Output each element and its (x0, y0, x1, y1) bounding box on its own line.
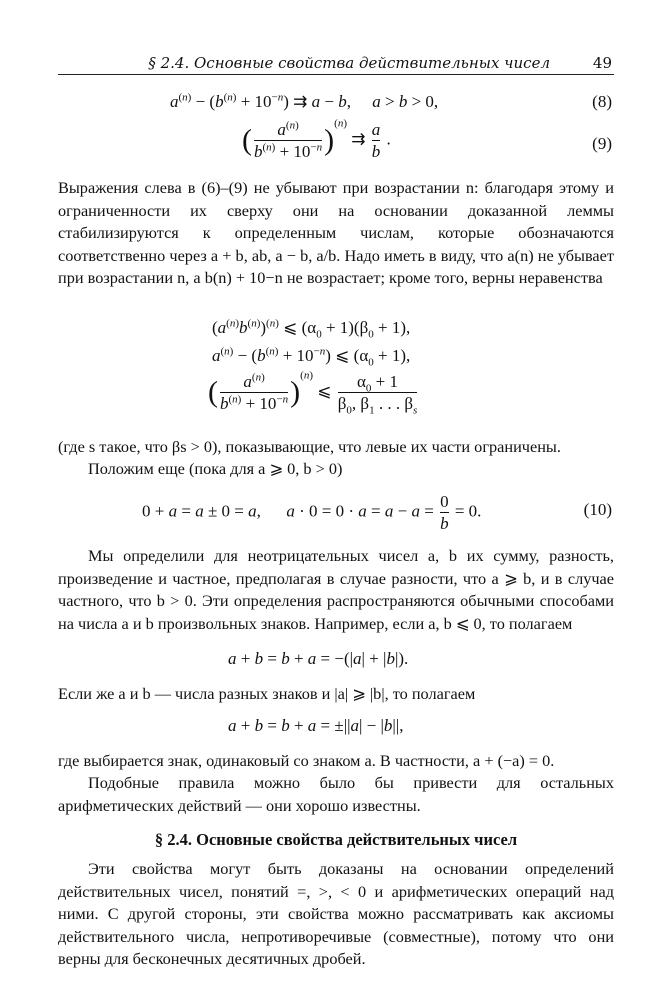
equation-9: ( $\frac{a^{(n)}}{b^{(n)} + 10^{-n}}$ )$^{(n)}$ ⇉ $\frac{a}{b}$ . (9) (242, 117, 612, 161)
inequality-3: ( $\frac{a^{(n)}}{b^{(n)} + 10^{-n}}$ )$^{(n)}$ ⩽ $\frac{\alpha_0 + 1}{\beta_0, \beta_1 . . . \beta_s}$ (208, 369, 418, 416)
equation-9-number: (9) (592, 134, 612, 153)
equation-sum-mixed: a + b = b + a = ±||a| − |b||, (228, 716, 404, 735)
paragraph-7: Подобные правила можно было бы привести для остальных арифметических действий — они хорошо известны. (58, 773, 614, 815)
equation-8-number: (8) (592, 92, 612, 111)
paragraph-6: где выбирается знак, одинаковый со знаком a. В частности, a + (−a) = 0. (58, 751, 555, 770)
equation-10: 0 + a = a ± 0 = a, a · 0 = 0 · a = a − a = $\frac{0}{b}$ = 0. (10) (142, 492, 612, 533)
paragraph-5: Если же a и b — числа разных знаков и |a| ⩾ |b|, то полагаем (58, 684, 476, 703)
page (58, 0, 614, 1000)
paragraph-4: Мы определили для неотрицательных чисел a, b их сумму, разность, произведение и частное, предполагая в случае разности, что a ⩾ b, и в случае частного, что b > 0. Эти определения распространяются обычными способами на числа a и b произвольных знаков. Например, если a, b ⩽ 0, то полагаем (58, 546, 614, 633)
running-header-title: § 2.4. Основные свойства действительных чисел (148, 54, 550, 72)
paragraph-3: Положим еще (пока для a ⩾ 0, b > 0) (88, 459, 343, 478)
running-header (58, 54, 614, 75)
paragraph-8: Эти свойства могут быть доказаны на основании определений действительных чисел, понятий =, >, < 0 и арифметических операций над ними. С другой стороны, эти свойства можно рассматривать как аксиомы действительного числа, непротиворечивые (совместные), потому что они верны для бесконечных десятичных дробей. (58, 859, 614, 969)
section-heading: § 2.4. Основные свойства действительных чисел (154, 830, 518, 849)
paragraph-1: Выражения слева в (6)–(9) не убывают при возрастании n: благодаря этому и ограниченности их сверху они на основании доказанной леммы стабилизируются к определенным числам, которые обозначаются соответственно через a + b, ab, a − b, a/b. Надо иметь в виду, что a(n) не убывает при возрастании n, а b(n) + 10−n не возрастает; кроме того, верны неравенства (58, 178, 614, 288)
page-number: 49 (592, 54, 612, 72)
inequality-2: $a^{(n)} - (b^{(n)} + 10^{-n})$ ⩽ $(\alpha_0 + 1)$, (212, 345, 411, 369)
equation-sum-negative: a + b = b + a = −(|a| + |b|). (228, 649, 409, 668)
inequality-1: $(a^{(n)}b^{(n)})^{(n)}$ ⩽ $(\alpha_0 + 1)(\beta_0 + 1)$, (212, 317, 411, 341)
equation-10-number: (10) (583, 500, 612, 519)
equation-8: $a^{(n)} - (b^{(n)} + 10^{-n})$ ⇉ a − b, a > b > 0, (8) (170, 91, 612, 111)
paragraph-2: (где s такое, что βs > 0), показывающие, что левые их части ограничены. (58, 437, 561, 456)
